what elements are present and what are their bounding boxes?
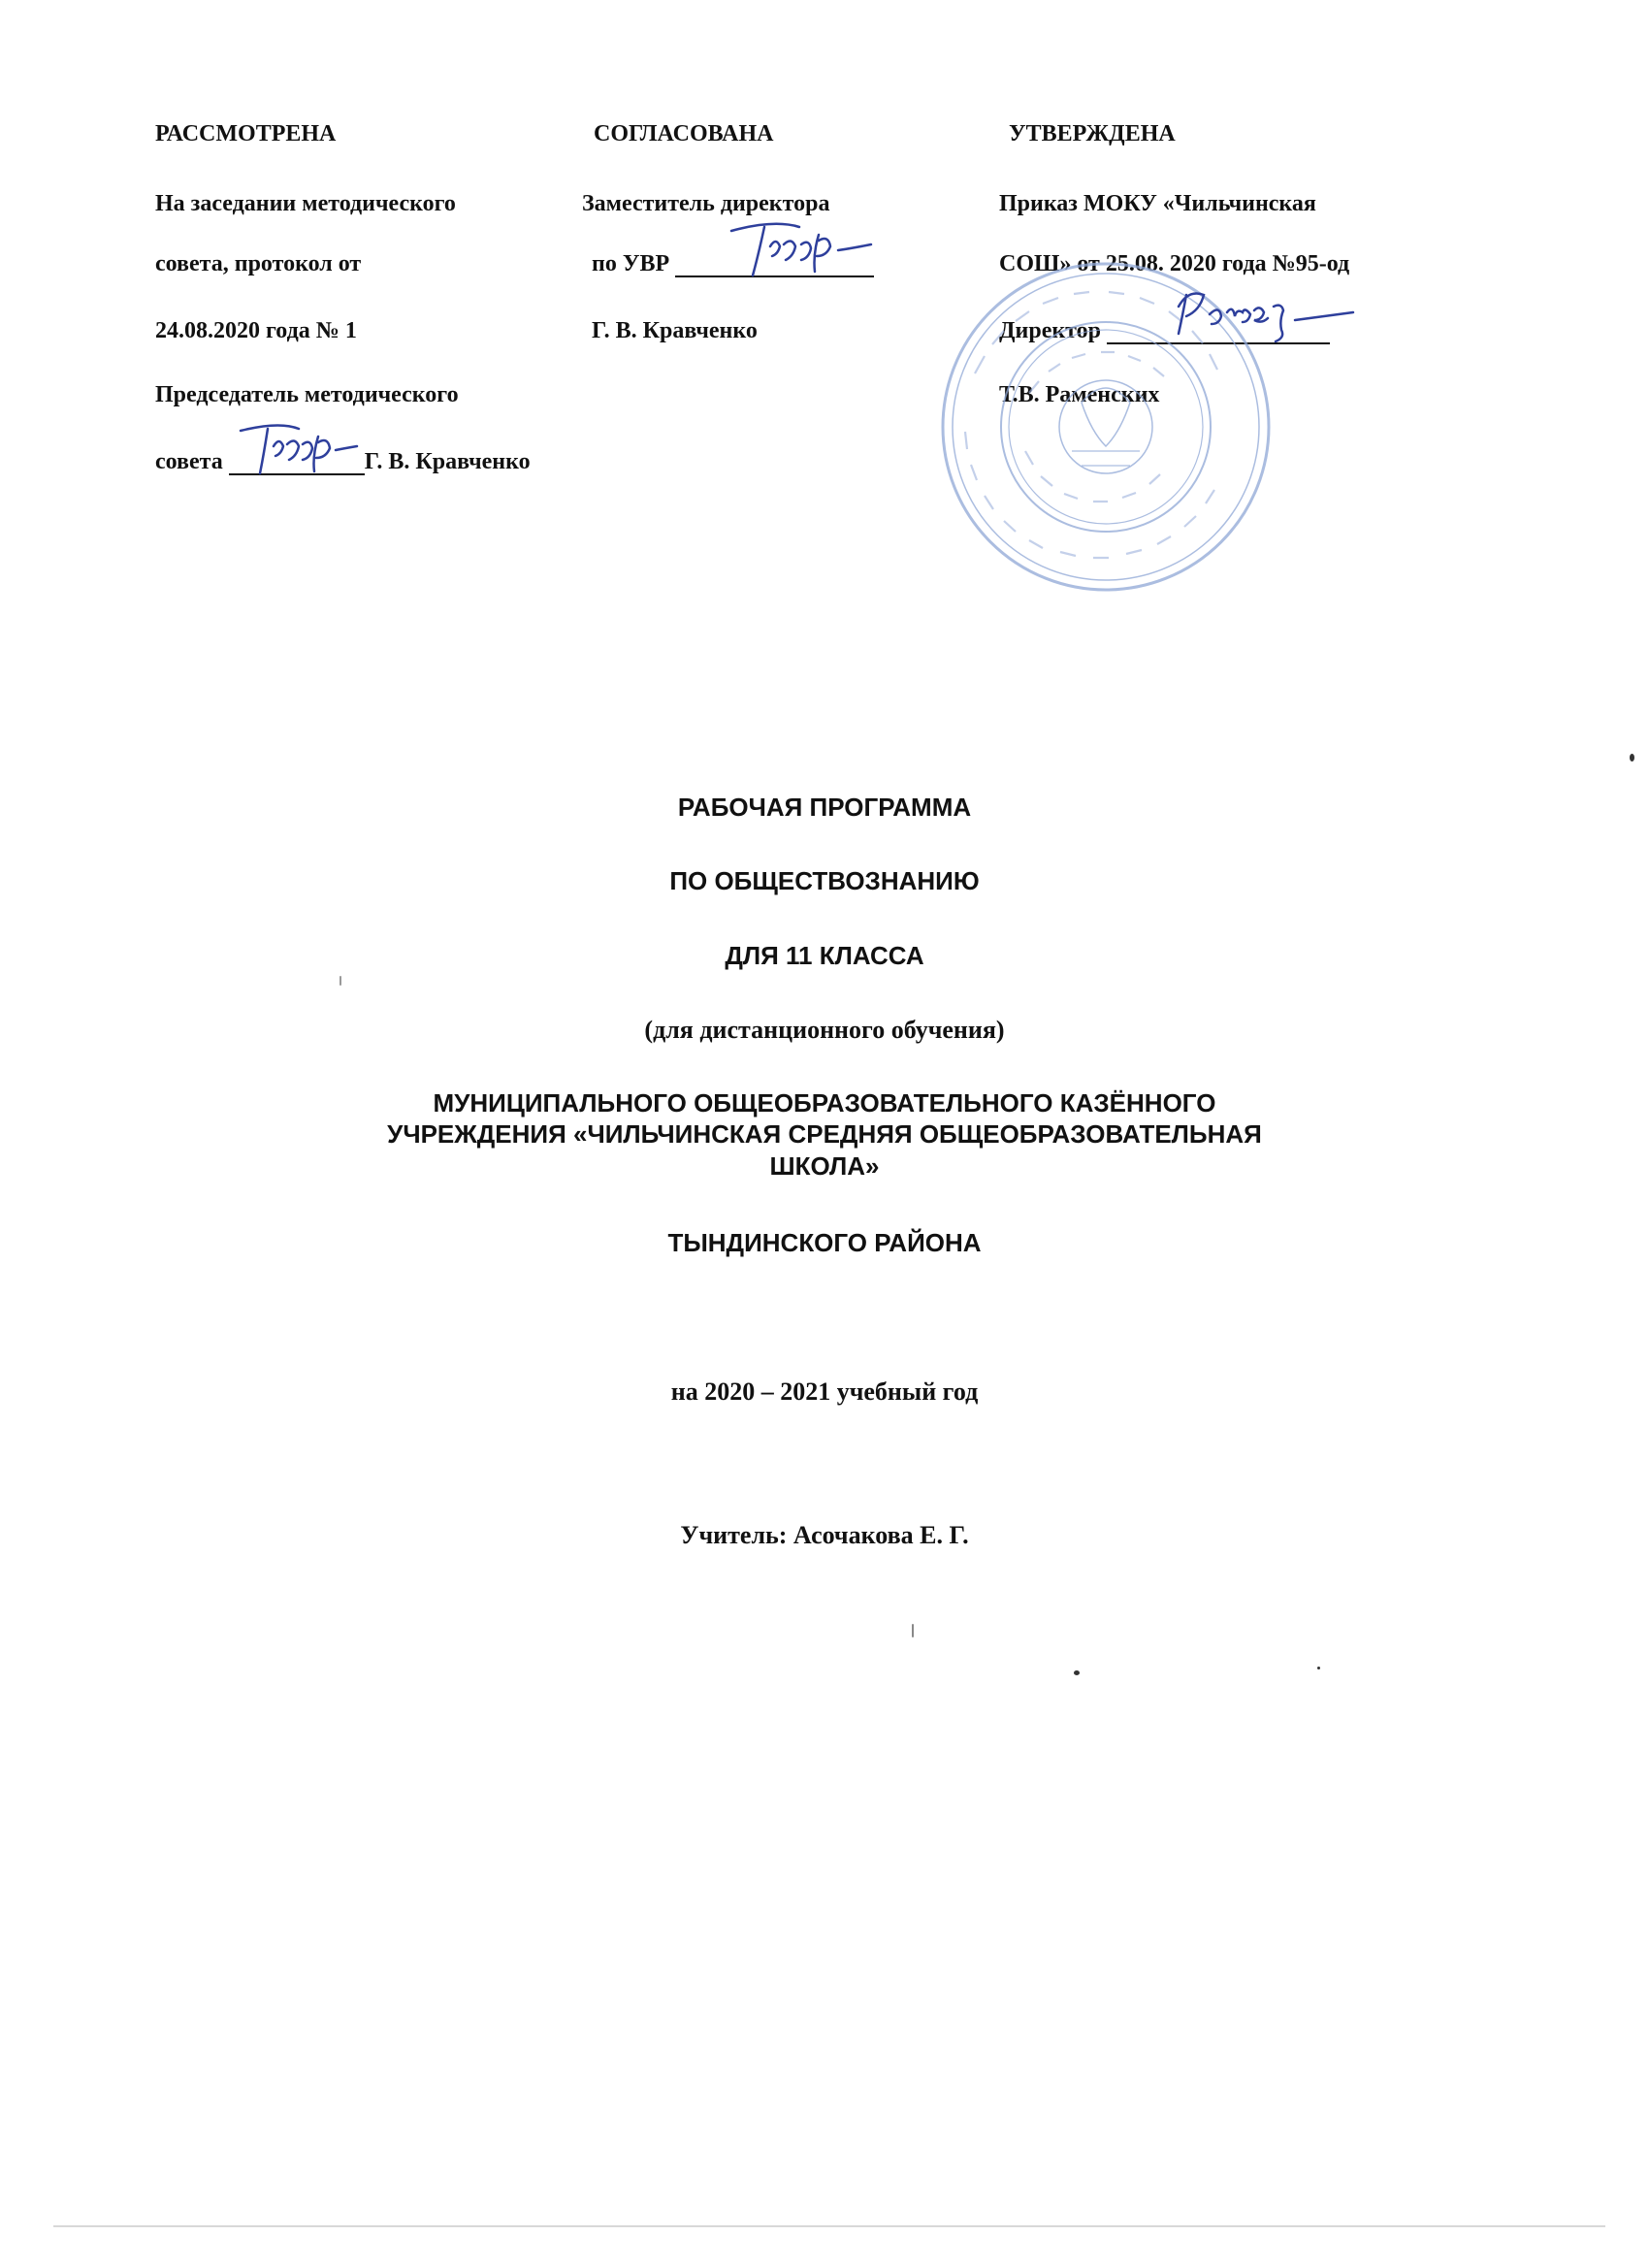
program-subject: ПО ОБЩЕСТВОЗНАНИЮ — [669, 866, 980, 895]
institution-line-1: МУНИЦИПАЛЬНОГО ОБЩЕОБРАЗОВАТЕЛЬНОГО КАЗЁННОГО — [433, 1088, 1216, 1118]
signature-considered-icon — [231, 417, 386, 485]
considered-line-5-suffix: Г. В. Кравченко — [364, 449, 531, 474]
considered-line-3: 24.08.2020 года № 1 — [155, 318, 357, 343]
district: ТЫНДИНСКОГО РАЙОНА — [667, 1228, 982, 1257]
considered-line-4: Председатель методического — [155, 382, 459, 407]
page-edge-line — [53, 2225, 1605, 2227]
scan-speck — [1074, 1670, 1080, 1675]
scan-speck — [912, 1624, 914, 1637]
program-mode: (для дистанционного обучения) — [644, 1016, 1005, 1044]
considered-line-1: На заседании методического — [155, 191, 456, 216]
considered-title: РАССМОТРЕНА — [155, 121, 337, 146]
academic-year: на 2020 – 2021 учебный год — [670, 1377, 979, 1406]
considered-line-5-prefix: совета — [155, 449, 229, 474]
scan-speck — [1317, 1667, 1320, 1669]
approved-line-1: Приказ МОКУ «Чильчинская — [999, 191, 1316, 216]
signature-agreed-icon — [718, 213, 892, 286]
approved-title: УТВЕРЖДЕНА — [1009, 121, 1176, 146]
approved-line-3-prefix: Директор — [999, 318, 1107, 343]
considered-line-2: совета, протокол от — [155, 251, 362, 276]
teacher-name: Учитель: Асочакова Е. Г. — [680, 1521, 969, 1549]
approved-line-2: СОШ» от 25.08. 2020 года №95-од — [999, 251, 1350, 276]
institution-line-3: ШКОЛА» — [769, 1151, 880, 1181]
scan-speck — [340, 976, 341, 986]
agreed-line-2-prefix: по УВР — [592, 251, 676, 276]
program-title: РАБОЧАЯ ПРОГРАММА — [677, 793, 972, 822]
agreed-line-3: Г. В. Кравченко — [592, 318, 758, 343]
agreed-title: СОГЛАСОВАНА — [594, 121, 774, 146]
approved-line-4: Т.В. Раменских — [999, 382, 1160, 407]
agreed-line-1: Заместитель директора — [582, 191, 830, 216]
signature-approved-icon — [1159, 281, 1373, 349]
program-grade: ДЛЯ 11 КЛАССА — [725, 941, 924, 970]
institution-line-2: УЧРЕЖДЕНИЯ «ЧИЛЬЧИНСКАЯ СРЕДНЯЯ ОБЩЕОБРАЗОВАТЕЛЬНАЯ — [387, 1119, 1262, 1149]
scan-speck — [1630, 754, 1634, 761]
